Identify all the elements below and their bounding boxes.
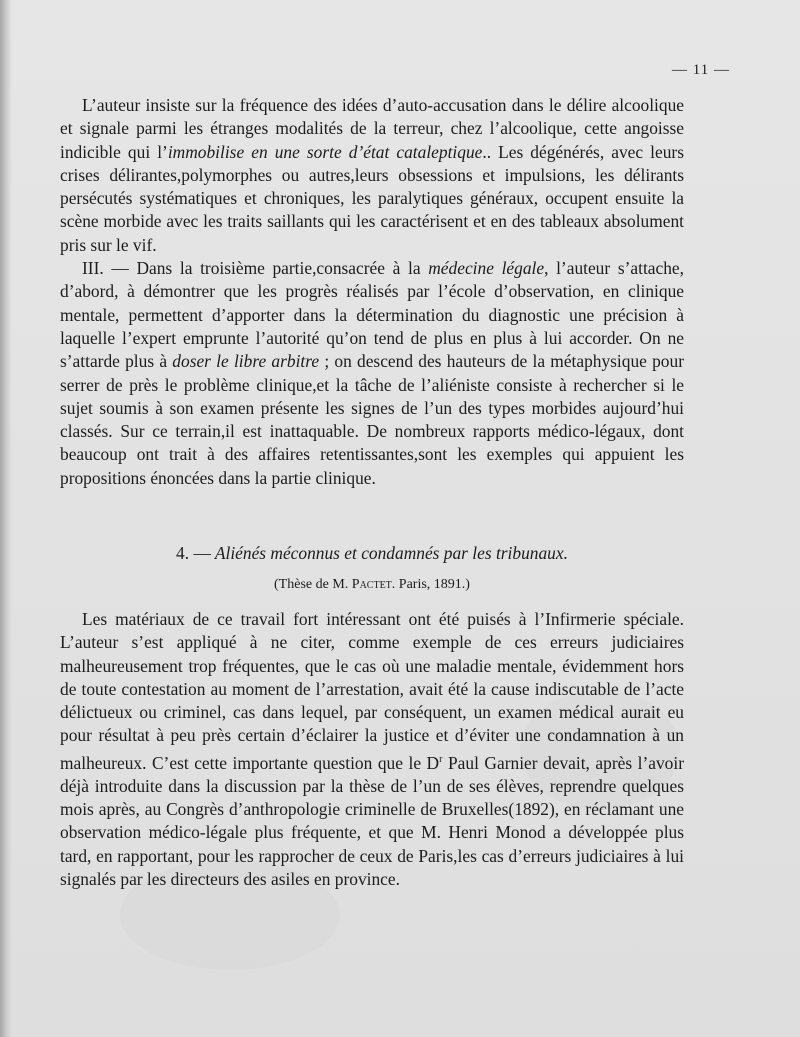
section-title: Aliénés méconnus et condamnés par les tribunaux. — [214, 543, 568, 563]
section-4-text — [60, 608, 684, 891]
italic-phrase: doser le libre arbitre — [172, 351, 320, 372]
page-number: — 11 — — [672, 62, 730, 78]
citation-author: Pactet — [351, 577, 392, 592]
paragraph-alcoholism: L’auteur insiste sur la fréquence des idées d’auto-accusation dans le délire alcoolique et signale parmi les étranges modalités de la terreur, chez l’alcoolique, cette angoisse indicible qui l’immobilise en une sorte d’état cataleptique.. Les dégénérés, avec leurs crises délirantes,polymorphes ou autres,leurs obsessions et impulsions, les délirants persécutés systématiques et chroniques, les paralytiques généraux, occupent ensuite la scène morbide avec les traits saillants qui les caractérisent et en des tableaux absolument pris sur le vif. — [60, 95, 684, 255]
section-3-text — [60, 94, 684, 490]
section-number: 4. — — [176, 543, 211, 563]
paragraph-infirmary: Les matériaux de ce travail fort intéressant ont été puisés à l’Infirmerie spéciale. L’auteur s’est appliqué à ne citer, comme exemple de ces erreurs judiciaires malheureusement trop fréquentes, que le cas où une maladie mentale, évidemment hors de toute contestation au moment de l’arrestation, avait été la cause indiscutable de l’acte délictueux ou criminel, cas dans lequel, par conséquent, un examen médical aurait eu pour résultat à peu près certain d’éclairer la justice et d’éviter une condamnation à un malheureux. C’est cette importante question que le $D^r$ Paul Garnier devait, après l’avoir déjà introduite dans la discussion par la thèse de l’un de ses élèves, reprendre quelques mois après, au Congrès d’anthropologie criminelle de Bruxelles(1892), en réclamant une observation médico-légale plus fréquente, et que M. Henri Monod a développée plus tard, en rapportant, pour les rapprocher de ceux de Paris,les cas d’erreurs judiciaires à lui signalés par les directeurs des asiles en province. — [60, 609, 684, 890]
thesis-citation: (Thèse de M. Pactet. Paris, 1891.) — [274, 577, 470, 592]
italic-phrase: médecine légale — [428, 258, 545, 279]
superscript-r: r — [439, 753, 443, 765]
paragraph-part-three: III. — Dans la troisième partie,consacrée à la médecine légale, l’auteur s’attache, d’abord, à démontrer que les progrès réalisés par l’école d’observation, en clinique mentale, permettent d’apporter dans la détermination du diagnostic une précision à laquelle l’expert emprunte l’autorité qu’on tend de plus en plus à lui accorder. On ne s’attarde plus à doser le libre arbitre ; on descend des hauteurs de la métaphysique pour serrer de près le problème clinique,et la tâche de l’aliéniste consiste à rechercher si le sujet soumis à son examen présente les signes de l’un des types morbides aujourd’hui classés. Sur ce terrain,il est inattaquable. De nombreux rapports médico-légaux, dont beaucoup ont trait à des affaires retentissantes,sont les exemples qui appuient les propositions énoncées dans la partie clinique. — [60, 258, 684, 488]
section-4-heading — [60, 543, 684, 564]
page-binding-shadow — [0, 0, 12, 1037]
italic-phrase: immobilise en une sorte d’état cataleptique — [167, 141, 483, 162]
